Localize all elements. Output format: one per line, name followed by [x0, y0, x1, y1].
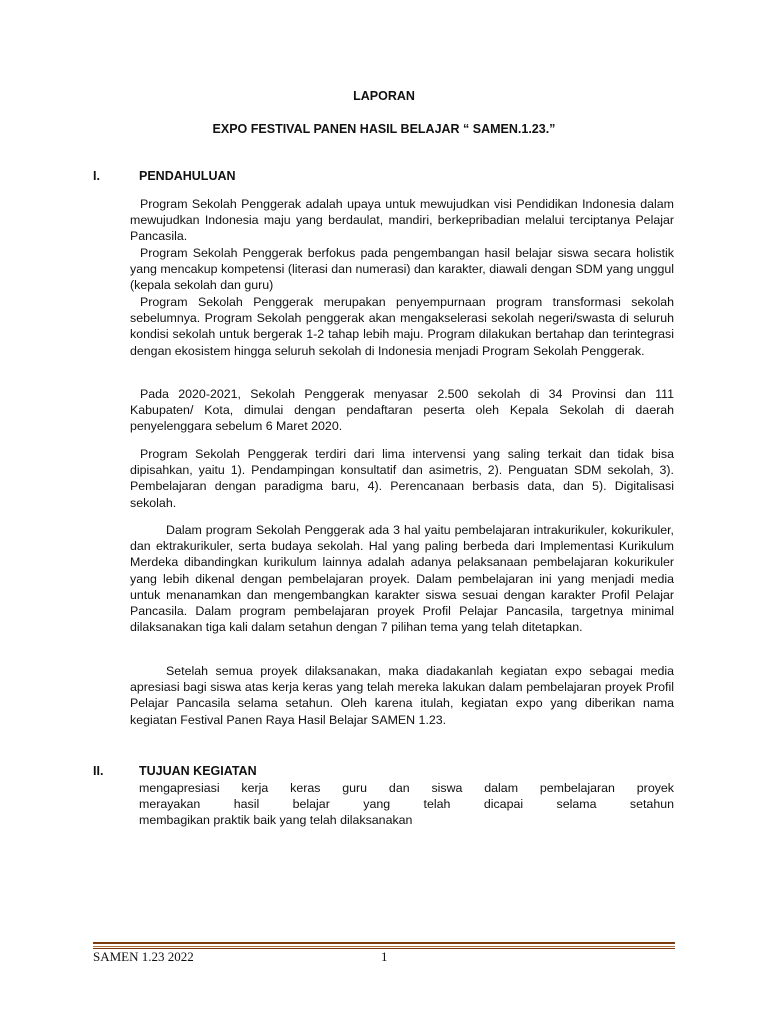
- section-1-number: I.: [93, 169, 100, 183]
- section-2-number: II.: [93, 764, 104, 778]
- goal-item-3: membagikan praktik baik yang telah dilaksanakan: [139, 813, 413, 827]
- goal-item-2: merayakan hasil belajar yang telah dicapai selama setahun: [139, 797, 674, 811]
- section-1-title: PENDAHULUAN: [139, 169, 236, 183]
- footer-rule-middle: [93, 946, 675, 947]
- paragraph-1: Program Sekolah Penggerak adalah upaya untuk mewujudkan visi Pendidikan Indonesia dalam mewujudkan Indonesia maju yang berdaulat, mandiri, berkepribadian melalui terciptanya Pelajar Pancasila.: [130, 197, 674, 244]
- footer-rule-thick: [93, 942, 675, 944]
- page-number: 1: [381, 949, 388, 964]
- document-subtitle: EXPO FESTIVAL PANEN HASIL BELAJAR “ SAMEN.1.23.”: [212, 122, 556, 136]
- document-title: LAPORAN: [353, 89, 415, 103]
- paragraph-7: Setelah semua proyek dilaksanakan, maka diadakanlah kegiatan expo sebagai media apresiasi bagi siswa atas kerja keras yang telah mereka lakukan dalam pembelajaran proyek Profil Pelajar Pancasila selama setahun. Oleh karena itulah, kegiatan expo yang diberikan nama kegiatan Festival Panen Raya Hasil Belajar SAMEN 1.23.: [130, 664, 674, 727]
- footer-label: SAMEN 1.23 2022: [93, 949, 194, 964]
- section-2-title: TUJUAN KEGIATAN: [139, 764, 257, 778]
- goal-item-1: mengapresiasi kerja keras guru dan siswa dalam pembelajaran proyek: [139, 781, 674, 795]
- paragraph-2: Program Sekolah Penggerak berfokus pada pengembangan hasil belajar siswa secara holistik yang mencakup kompetensi (literasi dan numerasi) dan karakter, diawali dengan SDM yang unggul (kepala sekolah dan guru): [130, 246, 674, 293]
- paragraph-4: Pada 2020-2021, Sekolah Penggerak menyasar 2.500 sekolah di 34 Provinsi dan 111 Kabupaten/ Kota, dimulai dengan pendaftaran peserta oleh Kepala Sekolah di daerah penyelenggara sebelum 6 Maret 2020.: [130, 387, 674, 434]
- paragraph-6: Dalam program Sekolah Penggerak ada 3 hal yaitu pembelajaran intrakurikuler, kokurikuler, dan ektrakurikuler, serta budaya sekolah. Hal yang paling berbeda dari Implementasi Kurikulum Merdeka dibandingkan kurikulum lainnya adalah adanya pelaksanaan pembelajaran kokurikuler yang lebih dikenal dengan pembelajaran proyek. Dalam pembelajaran ini yang menjadi media untuk menanamkan dan mengembangkan karakter siswa sesuai dengan karakter Profil Pelajar Pancasila. Dalam program pembelajaran proyek Profil Pelajar Pancasila, targetnya minimal dilaksanakan tiga kali dalam setahun dengan 7 pilihan tema yang telah ditetapkan.: [130, 523, 674, 635]
- paragraph-3: Program Sekolah Penggerak merupakan penyempurnaan program transformasi sekolah sebelumnya. Program Sekolah penggerak akan mengakselerasi sekolah negeri/swasta di seluruh kondisi sekolah untuk bergerak 1-2 tahap lebih maju. Program dilakukan bertahap dan terintegrasi dengan ekosistem hingga seluruh sekolah di Indonesia menjadi Program Sekolah Penggerak.: [130, 295, 674, 358]
- goal-list: [139, 780, 674, 828]
- paragraph-5: Program Sekolah Penggerak terdiri dari lima intervensi yang saling terkait dan tidak bisa dipisahkan, yaitu 1). Pendampingan konsultatif dan asimetris, 2). Penguatan SDM sekolah, 3). Pembelajaran dengan paradigma baru, 4). Perencanaan berbasis data, dan 5). Digitalisasi sekolah.: [130, 447, 674, 510]
